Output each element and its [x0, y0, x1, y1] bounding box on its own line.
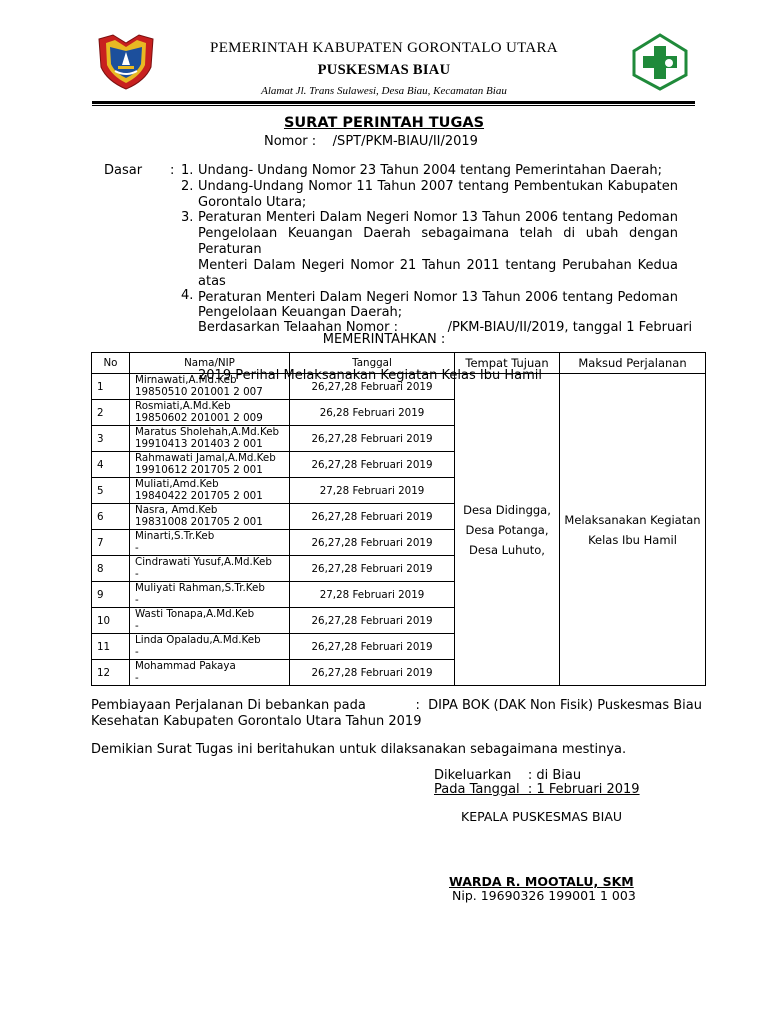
name-nip-cell: [130, 582, 290, 608]
basis-item-line: Menteri Dalam Negeri Nomor 21 Tahun 2011 tentang Perubahan Kedua atas: [198, 257, 678, 289]
staff-name: Mohammad Pakaya: [135, 660, 236, 672]
organization-title: PUSKESMAS BIAU: [317, 62, 451, 78]
basis-item-number: 4.: [181, 288, 194, 303]
basis-item-line: 2019 Perihal Melaksanakan Kegiatan Kelas Ibu Hamil: [198, 367, 542, 383]
column-header: Nama/NIP: [130, 353, 290, 374]
row-number: 10: [92, 608, 130, 634]
date-cell: 26,27,28 Februari 2019: [290, 452, 455, 478]
destination-line: Desa Potanga,: [465, 522, 549, 537]
basis-item-line: Pengelolaan Keuangan Daerah;: [198, 305, 403, 321]
basis-item: [198, 163, 678, 179]
date-cell: 26,27,28 Februari 2019: [290, 556, 455, 582]
basis-item-line: Pengelolaan Keuangan Daerah sebagaimana telah di ubah dengan Peraturan: [198, 225, 678, 257]
staff-nip: -: [135, 672, 139, 684]
order-heading: MEMERINTAHKAN :: [322, 332, 446, 347]
name-nip-cell: [130, 530, 290, 556]
signer-title: KEPALA PUSKESMAS BIAU: [461, 809, 623, 824]
date-cell: 27,28 Februari 2019: [290, 478, 455, 504]
purpose-cell: [560, 374, 706, 686]
basis-item-number: 3.: [181, 210, 194, 225]
staff-name: Mirnawati,A.Md.Keb: [135, 374, 237, 386]
column-header: Maksud Perjalanan: [560, 353, 706, 374]
name-nip-cell: [130, 400, 290, 426]
destination-line: Desa Luhuto,: [469, 542, 545, 557]
staff-nip: -: [135, 568, 139, 580]
staff-name: Muliati,Amd.Keb: [135, 478, 219, 490]
row-number: 12: [92, 660, 130, 686]
purpose-line: Kelas Ibu Hamil: [588, 532, 677, 547]
basis-item-line: Gorontalo Utara;: [198, 194, 307, 210]
staff-name: Muliyati Rahman,S.Tr.Keb: [135, 582, 265, 594]
name-nip-cell: [130, 660, 290, 686]
staff-name: Linda Opaladu,A.Md.Keb: [135, 634, 261, 646]
name-nip-cell: [130, 504, 290, 530]
row-number: 11: [92, 634, 130, 660]
basis-item: [198, 179, 678, 211]
name-nip-cell: [130, 608, 290, 634]
name-nip-cell: [130, 478, 290, 504]
header-divider-thin: [92, 105, 695, 106]
destination-cell: [455, 374, 560, 686]
date-cell: 26,27,28 Februari 2019: [290, 374, 455, 400]
staff-nip: 19850510 201001 2 007: [135, 386, 263, 398]
funding-statement: Pembiayaan Perjalanan Di bebankan pada : DIPA BOK (DAK Non Fisik) Puskesmas Biau: [91, 698, 702, 713]
staff-nip: -: [135, 620, 139, 632]
staff-name: Rosmiati,A.Md.Keb: [135, 400, 231, 412]
staff-nip: 19910413 201403 2 001: [135, 438, 263, 450]
staff-name: Cindrawati Yusuf,A.Md.Keb: [135, 556, 272, 568]
signer-name: WARDA R. MOOTALU, SKM: [449, 874, 634, 889]
row-number: 4: [92, 452, 130, 478]
government-title: PEMERINTAH KABUPATEN GORONTALO UTARA: [210, 40, 558, 56]
date-cell: 26,27,28 Februari 2019: [290, 504, 455, 530]
staff-name: Minarti,S.Tr.Keb: [135, 530, 215, 542]
staff-name: Maratus Sholehah,A.Md.Keb: [135, 426, 280, 438]
date-cell: 27,28 Februari 2019: [290, 582, 455, 608]
basis-colon: :: [170, 163, 175, 178]
staff-nip: 19831008 201705 2 001: [135, 516, 263, 528]
row-number: 3: [92, 426, 130, 452]
basis-item-line: Berdasarkan Telaahan Nomor : /PKM-BIAU/II/2019, tanggal 1 Februari: [198, 319, 693, 335]
row-number: 1: [92, 374, 130, 400]
row-number: 7: [92, 530, 130, 556]
table-header-row: [92, 353, 706, 374]
signer-nip: Nip. 19690326 199001 1 003: [452, 888, 636, 903]
staff-nip: 19850602 201001 2 009: [135, 412, 263, 424]
row-number: 9: [92, 582, 130, 608]
name-nip-cell: [130, 452, 290, 478]
name-nip-cell: [130, 634, 290, 660]
name-nip-cell: [130, 374, 290, 400]
table-row: [92, 374, 706, 400]
staff-nip: -: [135, 542, 139, 554]
column-header: Tanggal: [290, 353, 455, 374]
staff-nip: -: [135, 646, 139, 658]
staff-nip: 19840422 201705 2 001: [135, 490, 263, 502]
date-cell: 26,27,28 Februari 2019: [290, 660, 455, 686]
row-number: 2: [92, 400, 130, 426]
date-cell: 26,27,28 Februari 2019: [290, 608, 455, 634]
basis-item-line: Peraturan Menteri Dalam Negeri Nomor 13 Tahun 2006 tentang Pedoman: [198, 289, 678, 305]
date-cell: 26,28 Februari 2019: [290, 400, 455, 426]
document-title: SURAT PERINTAH TUGAS: [283, 115, 485, 131]
closing-statement: Demikian Surat Tugas ini beritahukan untuk dilaksanakan sebagaimana mestinya.: [91, 742, 627, 757]
issued-date: Pada Tanggal : 1 Februari 2019: [434, 782, 640, 797]
address-line: Alamat Jl. Trans Sulawesi, Desa Biau, Kecamatan Biau: [261, 85, 507, 97]
staff-nip: -: [135, 594, 139, 606]
date-cell: 26,27,28 Februari 2019: [290, 530, 455, 556]
funding-statement-continued: Kesehatan Kabupaten Gorontalo Utara Tahun 2019: [91, 714, 422, 729]
basis-item-line: Undang- Undang Nomor 23 Tahun 2004 tentang Pemerintahan Daerah;: [198, 163, 662, 178]
staff-nip: 19910612 201705 2 001: [135, 464, 263, 476]
staff-name: Wasti Tonapa,A.Md.Keb: [135, 608, 255, 620]
basis-item-number: 2.: [181, 179, 194, 194]
destination-line: Desa Didingga,: [463, 502, 551, 517]
document-number: Nomor : /SPT/PKM-BIAU/II/2019: [264, 134, 478, 149]
basis-label: Dasar: [104, 163, 143, 178]
staff-name: Rahmawati Jamal,A.Md.Keb: [135, 452, 276, 464]
basis-item-line: Undang-Undang Nomor 11 Tahun 2007 tentang Pembentukan Kabupaten: [198, 179, 678, 194]
column-header: No: [92, 353, 130, 374]
column-header: Tempat Tujuan: [455, 353, 560, 374]
row-number: 6: [92, 504, 130, 530]
date-cell: 26,27,28 Februari 2019: [290, 634, 455, 660]
row-number: 5: [92, 478, 130, 504]
basis-item-number: 1.: [181, 163, 194, 178]
header-divider-thick: [92, 101, 695, 104]
name-nip-cell: [130, 556, 290, 582]
basis-item-line: Peraturan Menteri Dalam Negeri Nomor 13 Tahun 2006 tentang Pedoman: [198, 210, 678, 225]
date-cell: 26,27,28 Februari 2019: [290, 426, 455, 452]
purpose-line: Melaksanakan Kegiatan: [564, 512, 701, 527]
staff-name: Nasra, Amd.Keb: [135, 504, 218, 516]
issued-place: Dikeluarkan : di Biau: [434, 768, 582, 783]
row-number: 8: [92, 556, 130, 582]
name-nip-cell: [130, 426, 290, 452]
staff-table: [91, 352, 706, 686]
